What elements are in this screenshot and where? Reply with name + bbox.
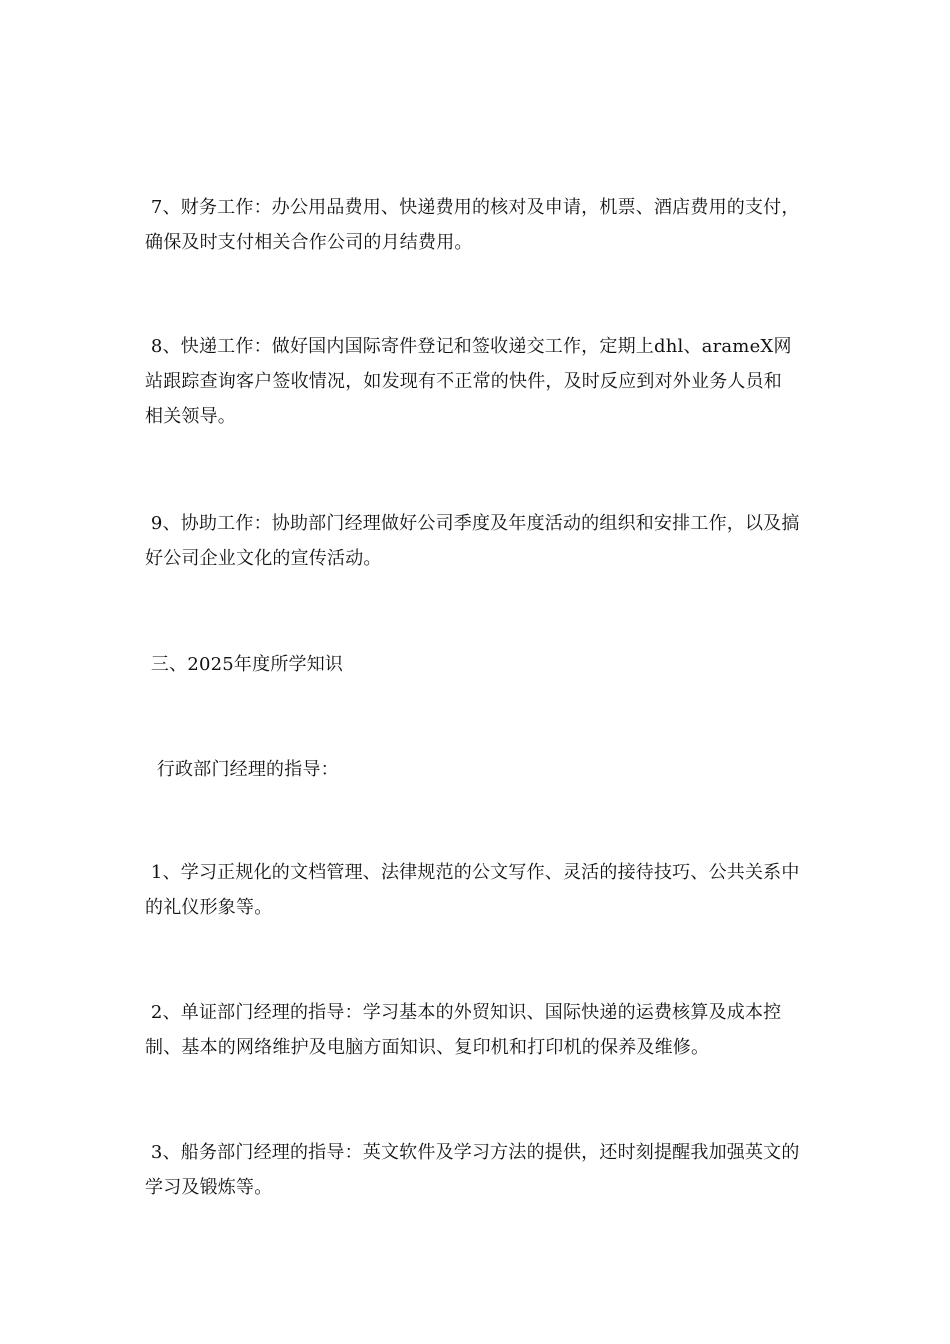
paragraph-express-work: 8、快递工作：做好国内国际寄件登记和签收递交工作，定期上dhl、arameX网站跟踪查询客户签收情况，如发现有不正常的快件，及时反应到对外业务人员和相关领导。 bbox=[145, 336, 792, 427]
paragraph-assist-work: 9、协助工作：协助部门经理做好公司季度及年度活动的组织和安排工作，以及搞好公司企业文化的宣传活动。 bbox=[145, 513, 800, 569]
paragraph-knowledge-1: 1、学习正规化的文档管理、法律规范的公文写作、灵活的接待技巧、公共关系中的礼仪形象等。 bbox=[145, 862, 800, 918]
paragraph-knowledge-2: 2、单证部门经理的指导：学习基本的外贸知识、国际快递的运费核算及成本控制、基本的网络维护及电脑方面知识、复印机和打印机的保养及维修。 bbox=[145, 1002, 782, 1058]
section-heading-knowledge: 三、2025年度所学知识 bbox=[145, 654, 344, 675]
paragraph-knowledge-3: 3、船务部门经理的指导：英文软件及学习方法的提供，还时刻提醒我加强英文的学习及锻炼等。 bbox=[145, 1142, 800, 1198]
paragraph-admin-manager-guidance: 行政部门经理的指导： bbox=[145, 759, 339, 780]
paragraph-finance-work: 7、财务工作：办公用品费用、快递费用的核对及申请，机票、酒店费用的支付，确保及时支付相关合作公司的月结费用。 bbox=[145, 197, 800, 253]
